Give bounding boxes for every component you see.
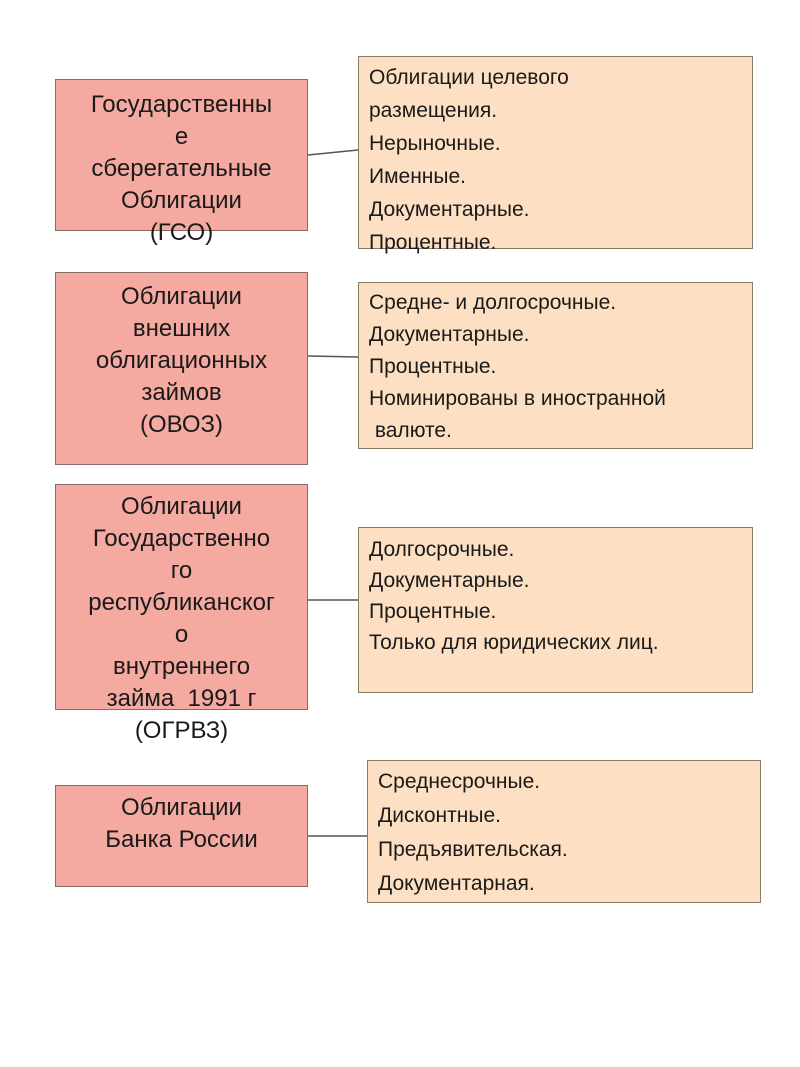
ogrvz-label-line: го [170, 557, 193, 584]
ogrvz-label-line: внутреннего [112, 653, 251, 680]
ovoz-label-line: займов [141, 379, 222, 406]
gso-label-line: Облигации [121, 187, 242, 214]
ogrvz-label-line: займа 1991 г [106, 685, 257, 712]
gso-property: Нерыночные. [369, 132, 501, 155]
ogrvz-label-line: республиканског [88, 589, 275, 616]
ogrvz-property: Долгосрочные. [369, 538, 515, 561]
ovoz-label-line: облигационных [95, 347, 268, 374]
ogrvz-label-line: о [174, 621, 189, 648]
bank-russia-label-line: Банка России [105, 826, 258, 853]
gso-label-line: сберегательные [91, 155, 272, 182]
ovoz-label-line: (ОВОЗ) [139, 411, 224, 438]
ogrvz-property: Процентные. [369, 600, 497, 623]
ovoz-label-line: Облигации [121, 283, 242, 310]
gso-property: Облигации целевого [369, 66, 569, 89]
ovoz-property: Номинированы в иностранной [369, 387, 666, 410]
bank-russia-label-line: Облигации [121, 794, 242, 821]
bank-russia-property: Дисконтные. [378, 804, 501, 827]
ovoz-label-line: внешних [132, 315, 231, 342]
ovoz-property: Процентные. [369, 355, 497, 378]
gso-label-line: е [174, 123, 189, 150]
gso-connector [308, 150, 358, 155]
ovoz-property: Средне- и долгосрочные. [369, 291, 617, 314]
ogrvz-label-line: (ОГРВЗ) [134, 717, 229, 744]
ogrvz-label-line: Государственно [92, 525, 271, 552]
ovoz-connector [308, 356, 358, 357]
ovoz-property: Документарные. [369, 323, 530, 346]
ogrvz-label-line: Облигации [121, 493, 242, 520]
gso-property: Процентные. [369, 231, 497, 254]
ogrvz-property: Документарные. [369, 569, 530, 592]
gso-property: размещения. [369, 99, 498, 122]
bank-russia-property: Документарная. [378, 872, 535, 895]
ogrvz-property: Только для юридических лиц. [369, 631, 659, 654]
gso-label-line: Государственны [90, 91, 273, 118]
gso-property: Именные. [369, 165, 467, 188]
gso-property: Документарные. [369, 198, 530, 221]
bank-russia-property: Среднесрочные. [378, 770, 541, 793]
bank-russia-property: Предъявительская. [378, 838, 568, 861]
ovoz-property: валюте. [369, 419, 452, 442]
gso-label-line: (ГСО) [149, 219, 214, 246]
